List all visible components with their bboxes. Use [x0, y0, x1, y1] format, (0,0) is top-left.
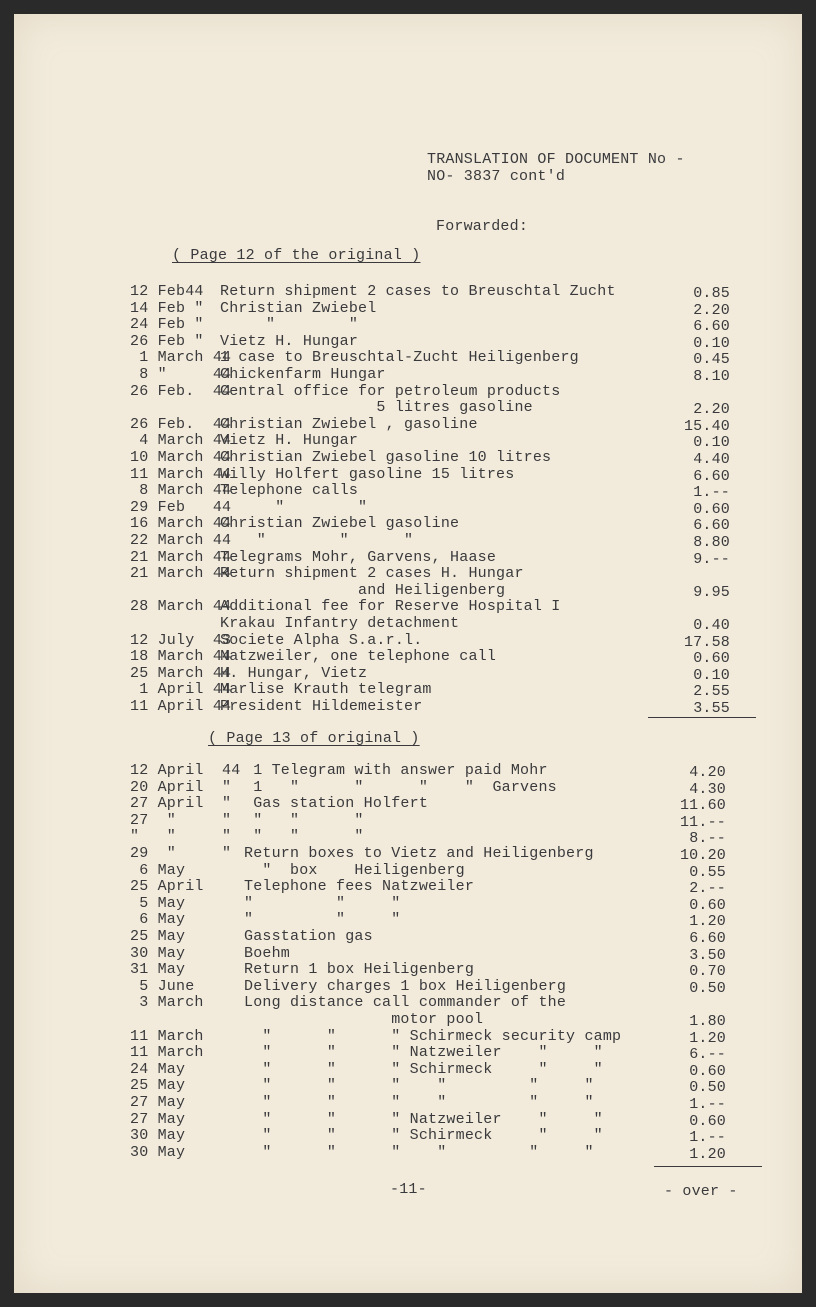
- entry-description: Christian Zwiebel gasoline: [220, 515, 460, 533]
- entry-amount: 0.10: [693, 334, 730, 352]
- entry-description: 1 " " " " Garvens: [244, 778, 557, 796]
- entry-description: " " " " " ": [244, 1143, 594, 1161]
- entry-date: 27 May: [130, 1110, 186, 1128]
- entry-description: Natzweiler, one telephone call: [220, 648, 497, 666]
- entry-description: 1 case to Breuschtal-Zucht Heiligenberg: [220, 349, 579, 367]
- entry-date: 11 March 44: [130, 465, 232, 483]
- entry-date: 30 May: [130, 1143, 186, 1161]
- entry-description: Krakau Infantry detachment: [220, 615, 460, 632]
- entry-amount: 2.--: [689, 880, 726, 898]
- entry-description: " ": [220, 498, 368, 516]
- entry-amount: 2.20: [693, 301, 730, 319]
- entry-description: Telephone fees Natzweiler: [244, 878, 475, 896]
- forwarded-label: Forwarded:: [436, 218, 529, 235]
- entry-amount: 6.60: [689, 930, 726, 947]
- over-note: - over -: [664, 1183, 738, 1200]
- entry-date: 27 April ": [130, 795, 232, 813]
- entry-amount: 1.20: [689, 913, 726, 931]
- entry-amount: 9.95: [693, 583, 730, 601]
- entry-description: " " ": [244, 811, 364, 829]
- entry-amount: 11.--: [679, 813, 726, 831]
- entry-amount: 8.10: [693, 368, 730, 385]
- entry-description: Vietz H. Hungar: [220, 332, 359, 350]
- entry-date: 25 May: [130, 928, 186, 945]
- entry-amount: 6.--: [689, 1046, 726, 1064]
- entry-description: " " ": [220, 532, 414, 549]
- page13-total-rule: [654, 1166, 762, 1167]
- entry-description: Delivery charges 1 box Heiligenberg: [244, 977, 567, 995]
- page13-heading: ( Page 13 of original ): [208, 730, 420, 747]
- entry-amount: 17.58: [683, 633, 730, 651]
- entry-date: 11 April 44: [130, 698, 232, 715]
- entry-date: " " ": [130, 828, 232, 846]
- entry-amount: 0.40: [693, 617, 730, 634]
- entry-description: Return 1 box Heiligenberg: [244, 961, 475, 979]
- entry-date: 6 May: [130, 911, 186, 929]
- entry-description: Gas station Holfert: [244, 795, 429, 813]
- entry-date: 25 March 44: [130, 664, 232, 682]
- entry-amount: 2.20: [693, 401, 730, 419]
- entry-description: Telegrams Mohr, Garvens, Haase: [220, 548, 497, 566]
- entry-date: 24 May: [130, 1060, 186, 1078]
- entry-amount: 1.20: [689, 1029, 726, 1047]
- entry-date: 28 March 44: [130, 598, 232, 616]
- page12-total-rule: [648, 717, 756, 718]
- page12-heading: ( Page 12 of the original ): [172, 247, 421, 264]
- entry-amount: 0.60: [689, 896, 726, 914]
- entry-amount: 0.60: [693, 650, 730, 668]
- entry-date: 27 May: [130, 1094, 186, 1111]
- entry-amount: 4.40: [693, 451, 730, 468]
- entry-date: 14 Feb ": [130, 299, 204, 317]
- entry-amount: 1.--: [689, 1129, 726, 1147]
- entry-date: 16 March 44: [130, 515, 232, 533]
- entry-description: President Hildemeister: [220, 698, 423, 715]
- entry-description: Boehm: [244, 944, 291, 962]
- entry-date: 30 May: [130, 1127, 186, 1145]
- entry-description: " " " " " ": [244, 1094, 594, 1111]
- entry-description: Telephone calls: [220, 482, 359, 500]
- entry-amount: 0.60: [693, 500, 730, 518]
- entry-date: 24 Feb ": [130, 316, 204, 334]
- entry-date: 1 March 44: [130, 349, 232, 367]
- entry-description: Return shipment 2 cases H. Hungar: [220, 565, 524, 583]
- document-page: [14, 14, 802, 1293]
- entry-description: Additional fee for Reserve Hospital I: [220, 598, 561, 616]
- entry-description: Central office for petroleum products: [220, 382, 561, 400]
- entry-description: 1 Telegram with answer paid Mohr: [244, 762, 548, 779]
- entry-amount: 0.10: [693, 434, 730, 452]
- entry-date: 1 April 44: [130, 681, 232, 699]
- entry-description: 5 litres gasoline: [220, 399, 533, 417]
- entry-amount: 0.45: [693, 351, 730, 369]
- entry-amount: 0.60: [689, 1112, 726, 1130]
- entry-amount: 0.55: [689, 863, 726, 881]
- entry-description: " ": [220, 316, 359, 334]
- entry-amount: 2.55: [693, 683, 730, 701]
- entry-description: " " " " " ": [244, 1077, 594, 1095]
- entry-date: 4 March 44: [130, 432, 232, 450]
- entry-description: Societe Alpha S.a.r.l.: [220, 631, 423, 649]
- entry-date: 26 Feb ": [130, 332, 204, 350]
- entry-date: 21 March 44: [130, 548, 232, 566]
- entry-amount: 0.10: [693, 666, 730, 684]
- entry-amount: 3.55: [693, 700, 730, 717]
- entry-date: 5 May: [130, 894, 186, 912]
- entry-description: H. Hungar, Vietz: [220, 664, 368, 682]
- entry-description: " " " Schirmeck " ": [244, 1127, 603, 1145]
- entry-date: 10 March 44: [130, 449, 232, 466]
- entry-description: Christian Zwiebel gasoline 10 litres: [220, 449, 552, 466]
- entry-date: 8 " 44: [130, 366, 232, 383]
- entry-amount: 9.--: [693, 550, 730, 568]
- entry-description: " " " Schirmeck security camp: [244, 1027, 622, 1045]
- entry-description: " " " Natzweiler " ": [244, 1110, 603, 1128]
- entry-date: 3 March: [130, 994, 204, 1012]
- entry-description: " box Heiligenberg: [244, 861, 465, 879]
- document-number: NO- 3837 cont'd: [427, 168, 566, 185]
- entry-date: 25 April: [130, 878, 204, 896]
- entry-date: 11 March: [130, 1044, 204, 1062]
- entry-amount: 0.50: [689, 979, 726, 997]
- entry-description: Gasstation gas: [244, 928, 373, 945]
- entry-date: 29 Feb 44: [130, 498, 232, 516]
- entry-description: Vietz H. Hungar: [220, 432, 359, 450]
- entry-description: Willy Holfert gasoline 15 litres: [220, 465, 515, 483]
- entry-description: " " " Schirmeck " ": [244, 1060, 603, 1078]
- entry-amount: 1.--: [689, 1096, 726, 1113]
- translation-title: TRANSLATION OF DOCUMENT No -: [427, 151, 685, 168]
- entry-amount: 1.20: [689, 1145, 726, 1163]
- entry-description: " " " Natzweiler " ": [244, 1044, 603, 1062]
- entry-amount: 0.70: [689, 963, 726, 981]
- entry-date: 26 Feb. 44: [130, 382, 232, 400]
- entry-date: 5 June: [130, 977, 195, 995]
- entry-amount: 4.30: [689, 780, 726, 798]
- entry-date: 18 March 44: [130, 648, 232, 666]
- entry-date: 6 May: [130, 861, 186, 879]
- entry-date: 31 May: [130, 961, 186, 979]
- entry-amount: 10.20: [679, 847, 726, 864]
- entry-description: Return boxes to Vietz and Heiligenberg: [244, 845, 594, 862]
- entry-description: " " ": [244, 828, 364, 846]
- entry-description: Christian Zwiebel: [220, 299, 377, 317]
- entry-description: " " ": [244, 911, 401, 929]
- entry-amount: 8.80: [693, 534, 730, 551]
- entry-date: 25 May: [130, 1077, 186, 1095]
- entry-date: 22 March 44: [130, 532, 232, 549]
- entry-description: Long distance call commander of the: [244, 994, 567, 1012]
- entry-date: 26 Feb. 44: [130, 415, 232, 433]
- entry-date: 27 " ": [130, 811, 232, 829]
- entry-amount: 11.60: [679, 797, 726, 815]
- entry-description: Christian Zwiebel , gasoline: [220, 415, 478, 433]
- entry-description: motor pool: [244, 1011, 484, 1028]
- entry-date: 21 March 44: [130, 565, 232, 583]
- entry-amount: 6.60: [693, 467, 730, 485]
- entry-description: Chickenfarm Hungar: [220, 366, 386, 383]
- entry-amount: 4.20: [689, 764, 726, 781]
- entry-description: " " ": [244, 894, 401, 912]
- entry-amount: 0.50: [689, 1079, 726, 1097]
- entry-amount: 3.50: [689, 946, 726, 964]
- entry-amount: 8.--: [689, 830, 726, 848]
- entry-date: 20 April ": [130, 778, 232, 796]
- entry-description: Marlise Krauth telegram: [220, 681, 432, 699]
- entry-description: and Heiligenberg: [220, 581, 506, 599]
- entry-amount: 0.85: [693, 285, 730, 302]
- entry-date: 12 July 43: [130, 631, 232, 649]
- entry-amount: 1.--: [693, 484, 730, 502]
- entry-amount: 6.60: [693, 318, 730, 336]
- entry-date: 12 April 44: [130, 762, 241, 779]
- entry-date: 29 " ": [130, 845, 232, 862]
- entry-amount: 15.40: [683, 417, 730, 435]
- entry-date: 12 Feb44: [130, 283, 204, 300]
- entry-amount: 6.60: [693, 517, 730, 535]
- entry-date: 30 May: [130, 944, 186, 962]
- entry-date: 8 March 44: [130, 482, 232, 500]
- entry-description: Return shipment 2 cases to Breuschtal Zucht: [220, 283, 616, 300]
- entry-amount: 0.60: [689, 1062, 726, 1080]
- page-number: -11-: [390, 1181, 427, 1198]
- entry-amount: 1.80: [689, 1013, 726, 1030]
- entry-date: 11 March: [130, 1027, 204, 1045]
